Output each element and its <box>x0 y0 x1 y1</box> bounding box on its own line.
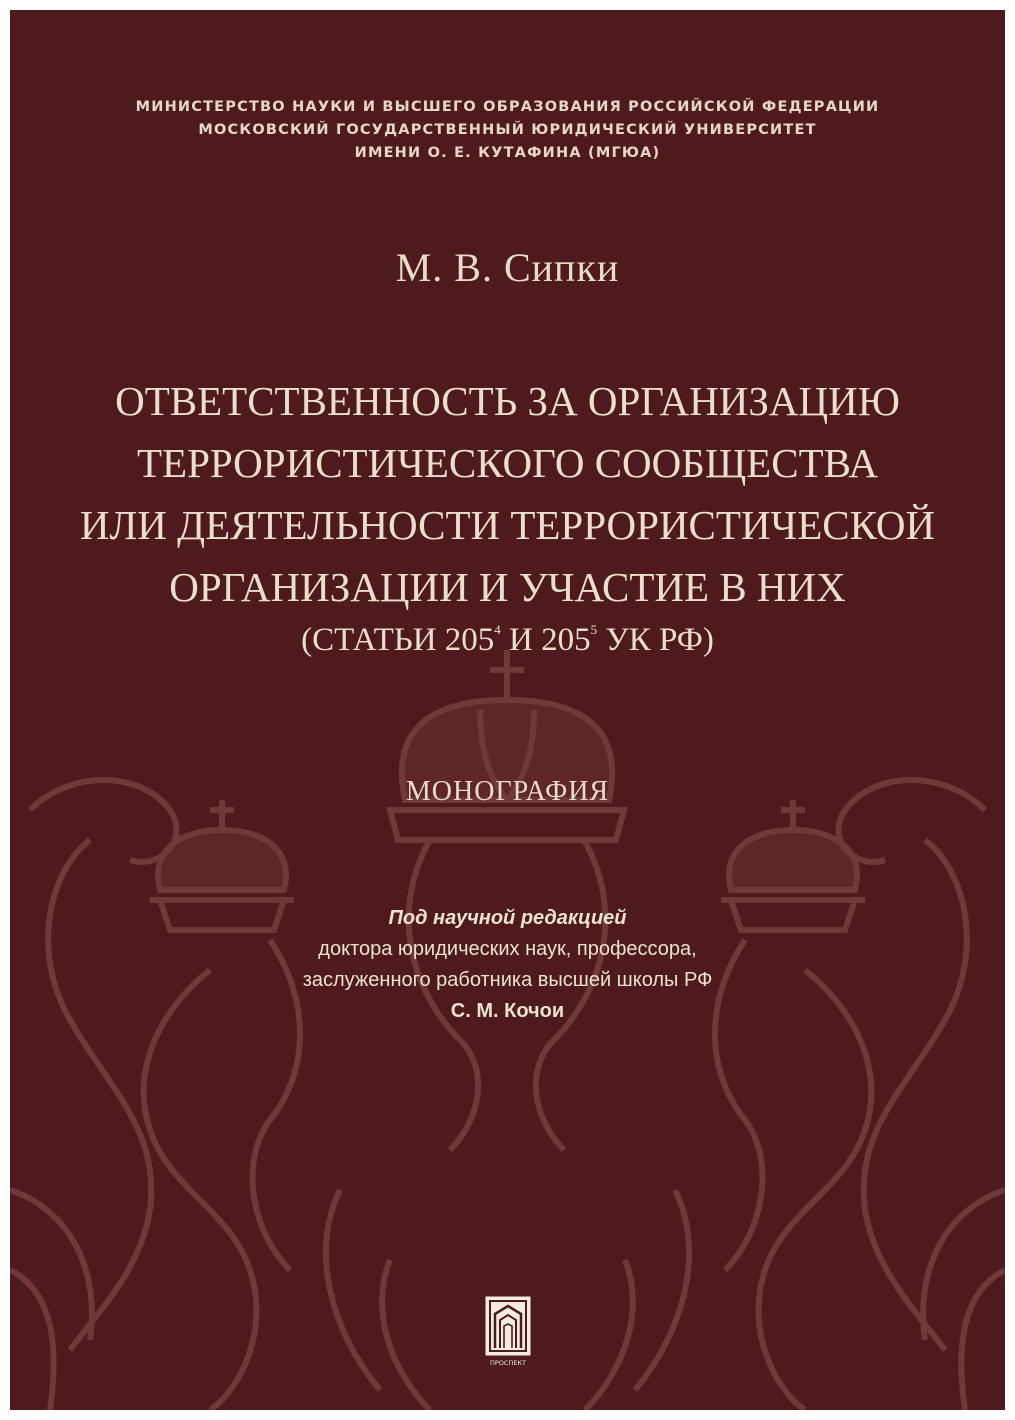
book-cover <box>10 10 1005 1410</box>
prospekt-logo-icon <box>485 1296 531 1368</box>
articles-middle: И 205 <box>500 622 591 658</box>
ministry-header <box>10 96 1005 165</box>
articles-sup-1: 4 <box>494 622 501 637</box>
logo-text: ПРОСПЕКТ <box>489 1359 527 1367</box>
articles-prefix: (СТАТЬИ 205 <box>301 622 495 658</box>
university-name-line: ИМЕНИ О. Е. КУТАФИНА (МГЮА) <box>354 145 661 161</box>
university-line: МОСКОВСКИЙ ГОСУДАРСТВЕННЫЙ ЮРИДИЧЕСКИЙ УНИВЕРСИТЕТ <box>198 122 817 138</box>
editor-title: заслуженного работника высшей школы РФ <box>302 969 713 991</box>
book-title <box>10 370 1005 618</box>
title-line: ОТВЕТСТВЕННОСТЬ ЗА ОРГАНИЗАЦИЮ <box>115 378 900 424</box>
articles-suffix: УК РФ) <box>597 622 714 658</box>
author-name: М. В. Сипки <box>395 245 620 290</box>
title-line: ОРГАНИЗАЦИИ И УЧАСТИЕ В НИХ <box>169 564 846 610</box>
articles-sup-2: 5 <box>590 622 598 637</box>
ministry-line: МИНИСТЕРСТВО НАУКИ И ВЫСШЕГО ОБРАЗОВАНИЯ РОССИЙСКОЙ ФЕДЕРАЦИИ <box>135 99 880 115</box>
coat-of-arms-watermark-icon <box>10 10 1005 1410</box>
title-line: ТЕРРОРИСТИЧЕСКОГО СООБЩЕСТВА <box>136 440 878 486</box>
editor-degree: доктора юридических наук, профессора, <box>318 938 697 960</box>
editor-lead: Под научной редакцией <box>388 907 627 929</box>
editor-name: С. М. Кочои <box>450 1000 565 1022</box>
editor-block <box>10 903 1005 1027</box>
genre-label: МОНОГРАФИЯ <box>405 776 610 807</box>
articles-subtitle <box>10 622 1005 659</box>
title-line: ИЛИ ДЕЯТЕЛЬНОСТИ ТЕРРОРИСТИЧЕСКОЙ <box>79 502 936 548</box>
